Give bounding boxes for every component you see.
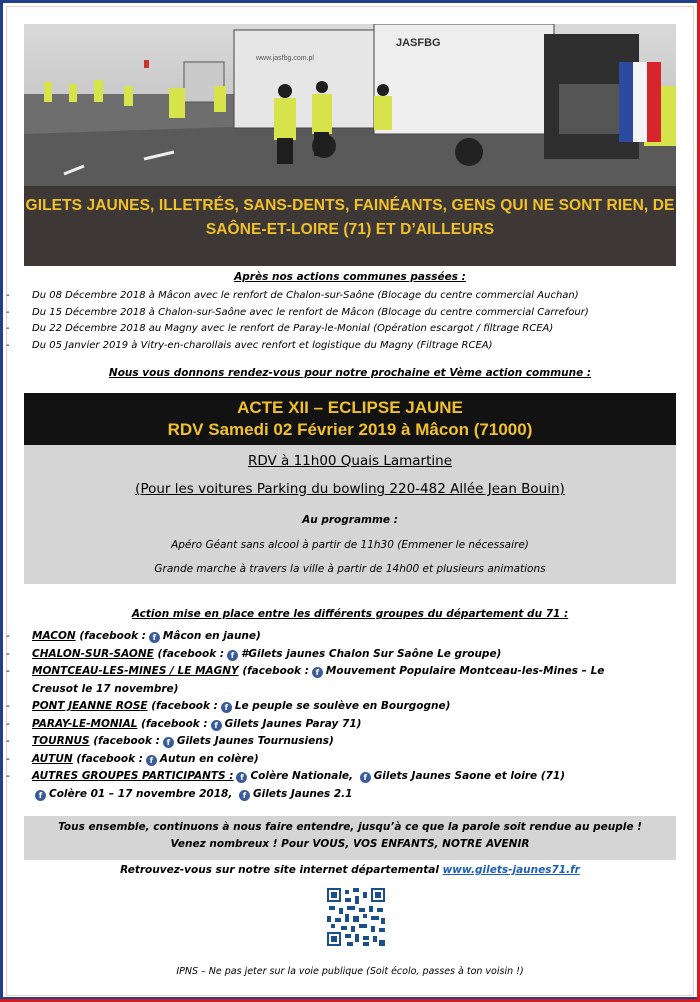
together-line-1: Tous ensemble, continuons à nous faire entendre, jusqu’à ce que la parole soit rendue au peuple ! [58,821,642,833]
list-item: - Du 08 Décembre 2018 à Mâcon avec le renfort de Chalon-sur-Saône (Blocage du centre commercial Auchan) [6,290,579,301]
facebook-icon: f [239,790,250,801]
ipns-footer: IPNS – Ne pas jeter sur la voie publique (Soit écolo, passes à ton voisin !) [176,966,524,977]
hero-photo [24,24,676,186]
previous-actions-heading: Après nos actions communes passées : [234,271,466,283]
title-band [24,186,676,266]
list-item: - Du 22 Décembre 2018 au Magny avec le renfort de Paray-le-Monial (Opération escargot / filtrage RCEA) [6,323,554,334]
groups-list [6,628,676,803]
facebook-icon: f [221,702,232,713]
list-item-continuation: f Colère 01 – 17 novembre 2018, f Gilets Jaunes 2.1 [24,786,676,804]
programme-item-1: Apéro Géant sans alcool à partir de 11h30 (Emmener le nécessaire) [171,539,529,551]
programme-item-2: Grande marche à travers la ville à partir de 14h00 et plusieurs animations [154,563,546,575]
facebook-icon: f [312,667,323,678]
facebook-icon: f [35,790,46,801]
together-line-2: Venez nombreux ! Pour VOUS, VOS ENFANTS, NOTRE AVENIR [170,838,530,850]
list-item: - MONTCEAU-LES-MINES / LE MAGNY (facebook : f Mouvement Populaire Montceau-les-Mines – Le [6,665,605,677]
list-item: - AUTUN (facebook : f Autun en colère) [6,752,259,765]
acte-band [24,393,676,445]
acte-title: ACTE XII – ECLIPSE JAUNE [237,398,463,417]
list-item: - MACON (facebook : f Mâcon en jaune) [6,630,261,642]
facebook-icon: f [211,720,222,731]
facebook-icon: f [227,650,238,661]
title-line-1: GILETS JAUNES, ILLETRÉS, SANS-DENTS, FAINÉANTS, GENS QUI NE SONT RIEN, DE [25,197,675,214]
website-label: Retrouvez-vous sur notre site internet départemental [120,864,439,876]
facebook-icon: f [236,772,247,783]
rdv-box [24,445,676,584]
flyer [6,24,676,984]
facebook-icon: f [163,737,174,748]
facebook-icon: f [149,632,160,643]
previous-actions-list [6,288,676,354]
title-line-2: SAÔNE-ET-LOIRE (71) ET D’AILLEURS [205,221,495,238]
facebook-icon: f [146,755,157,766]
next-action-heading: Nous vous donnons rendez-vous pour notre prochaine et Vème action commune : [108,367,592,379]
qr-code [325,886,387,948]
list-item: - Du 05 Janvier 2019 à Vitry-en-charollais avec renfort et logistique du Magny (Filtrage RCEA) [6,339,493,351]
programme-label: Au programme : [302,514,398,526]
list-item-continuation: Creusot le 17 novembre) [32,682,179,695]
truck-web: www.jasfbg.com.pl [256,55,314,62]
list-item: - TOURNUS (facebook : f Gilets Jaunes Tournusiens) [6,735,334,747]
website-link[interactable]: www.gilets-jaunes71.fr [442,864,580,876]
list-item: - AUTRES GROUPES PARTICIPANTS : f Colère Nationale, f Gilets Jaunes Saone et loire (71) [6,770,566,782]
rdv-parking: (Pour les voitures Parking du bowling 220-482 Allée Jean Bouin) [135,481,565,497]
together-banner [24,816,676,860]
truck-lettering: JASFBG [396,37,441,49]
list-item: - Du 15 Décembre 2018 à Chalon-sur-Saône avec le renfort de Mâcon (Blocage du centre commercial Carrefour) [6,306,589,318]
website-line [24,864,676,876]
acte-date: RDV Samedi 02 Février 2019 à Mâcon (71000) [167,420,533,439]
list-item: - CHALON-SUR-SAONE (facebook : f #Gilets jaunes Chalon Sur Saône Le groupe) [6,647,502,660]
rdv-location: RDV à 11h00 Quais Lamartine [247,453,453,469]
list-item: - PONT JEANNE ROSE (facebook : f Le peuple se soulève en Bourgogne) [6,700,451,712]
facebook-icon: f [360,772,371,783]
groups-heading: Action mise en place entre les différents groupes du département du 71 : [131,608,569,620]
list-item: - PARAY-LE-MONIAL (facebook : f Gilets Jaunes Paray 71) [6,717,362,730]
